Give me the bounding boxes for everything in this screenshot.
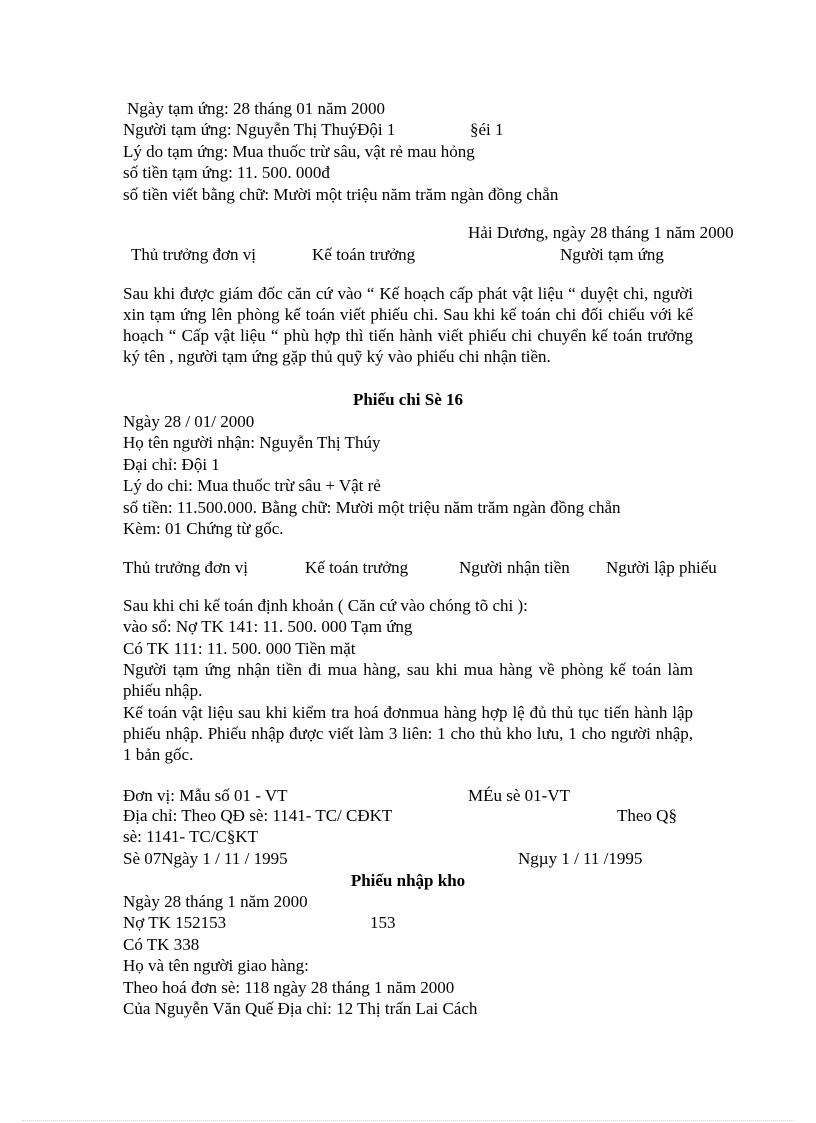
- receipt-form: MÉu sè 01-VT: [468, 786, 570, 805]
- sig-receiver: Người nhận tiền: [459, 558, 570, 577]
- receipt-date: Ngày 28 tháng 1 năm 2000: [123, 892, 308, 911]
- entry-credit: Có TK 111: 11. 500. 000 Tiền mặt: [123, 639, 356, 658]
- entry-intro: Sau khi chi kế toán định khoản ( Căn cứ vào chóng tõ chi ):: [123, 596, 528, 615]
- advance-date: Ngày tạm ứng: 28 tháng 01 năm 2000: [127, 99, 386, 118]
- advance-person-garbled: §éi 1: [470, 120, 504, 139]
- receipt-of: Của Nguyễn Văn Quế Địa chỉ: 12 Thị trấn Lai Cách: [123, 999, 478, 1018]
- receipt-deliverer: Họ và tên người giao hàng:: [123, 956, 309, 975]
- receipt-per-b: sè: 1141- TC/C§KT: [123, 827, 259, 846]
- voucher-attach: Kèm: 01 Chứng từ gốc.: [123, 519, 284, 538]
- receipt-invoice: Theo hoá đơn sè: 118 ngày 28 tháng 1 năm 2000: [123, 978, 455, 997]
- sig-chief-1: Kế toán trưởng: [312, 245, 416, 264]
- sig-chief-2: Kế toán trưởng: [305, 558, 409, 577]
- advance-amount-words: số tiền viết bằng chữ: Mười một triệu năm trăm ngàn đồng chẵn: [123, 185, 559, 204]
- sig-advance: Người tạm ứng: [560, 245, 664, 264]
- receipt-debit: Nợ TK 152153: [123, 913, 227, 932]
- receipt-unit: Đơn vị: Mẫu số 01 - VT: [123, 786, 288, 805]
- paragraph-approval: Sau khi được giám đốc căn cứ vào “ Kế hoạch cấp phát vật liệu “ duyệt chi, người xin tạm ứng lên phòng kế toán viết phiếu chi. Sau khi kế toán chi đối chiếu với kế hoạch “ Cấp vật liệu “ phù hợp thì tiến hành viết phiếu chi chuyển kế toán trưởng ký tên , người tạm ứng gặp thủ quỹ ký vào phiếu chi nhận tiền.: [123, 284, 693, 366]
- paragraph-purchase: Người tạm ứng nhận tiền đi mua hàng, sau khi mua hàng về phòng kế toán làm phiếu nhập.: [123, 660, 693, 700]
- entry-debit: vào sổ: Nợ TK 141: 11. 500. 000 Tạm ứng: [123, 617, 413, 636]
- advance-reason: Lý do tạm ứng: Mua thuốc trừ sâu, vật rẻ mau hỏng: [123, 142, 475, 161]
- sig-head-1: Thủ trưởng đơn vị: [131, 245, 256, 264]
- advance-person: Người tạm ứng: Nguyễn Thị ThuýĐội 1: [123, 120, 396, 139]
- voucher-amount: số tiền: 11.500.000. Bằng chữ: Mười một triệu năm trăm ngàn đồng chẵn: [123, 498, 621, 517]
- receipt-date-right: Ngµy 1 / 11 /1995: [518, 849, 643, 868]
- voucher-receiver: Họ tên người nhận: Nguyễn Thị Thúy: [123, 433, 381, 452]
- voucher-date: Ngày 28 / 01/ 2000: [123, 412, 255, 431]
- receipt-credit: Có TK 338: [123, 935, 200, 954]
- advance-amount: số tiền tạm ứng: 11. 500. 000đ: [123, 163, 330, 182]
- receipt-title: Phiếu nhập kho: [350, 871, 466, 890]
- place-date: Hải Dương, ngày 28 tháng 1 năm 2000: [468, 223, 734, 242]
- receipt-per-a: Theo Q§: [617, 806, 677, 825]
- voucher-address: Đại chỉ: Đội 1: [123, 455, 220, 474]
- sig-head-2: Thủ trưởng đơn vị: [123, 558, 248, 577]
- voucher-reason: Lý do chi: Mua thuốc trừ sâu + Vật rẻ: [123, 476, 381, 495]
- receipt-number: Sè 07Ngày 1 / 11 / 1995: [123, 849, 288, 868]
- voucher-title: Phiếu chi Sè 16: [352, 390, 464, 409]
- receipt-debit-extra: 153: [370, 913, 396, 932]
- paragraph-receipt: Kế toán vật liệu sau khi kiểm tra hoá đơnmua hàng hợp lệ đủ thủ tục tiến hành lập phiếu nhập. Phiếu nhập được viết làm 3 liên: 1 cho thủ kho lưu, 1 cho người nhập, 1 bản gốc.: [123, 703, 693, 764]
- page-bottom-border: [22, 1120, 794, 1121]
- receipt-address: Địa chỉ: Theo QĐ sè: 1141- TC/ CĐKT: [123, 806, 393, 825]
- sig-preparer: Người lập phiếu: [606, 558, 717, 577]
